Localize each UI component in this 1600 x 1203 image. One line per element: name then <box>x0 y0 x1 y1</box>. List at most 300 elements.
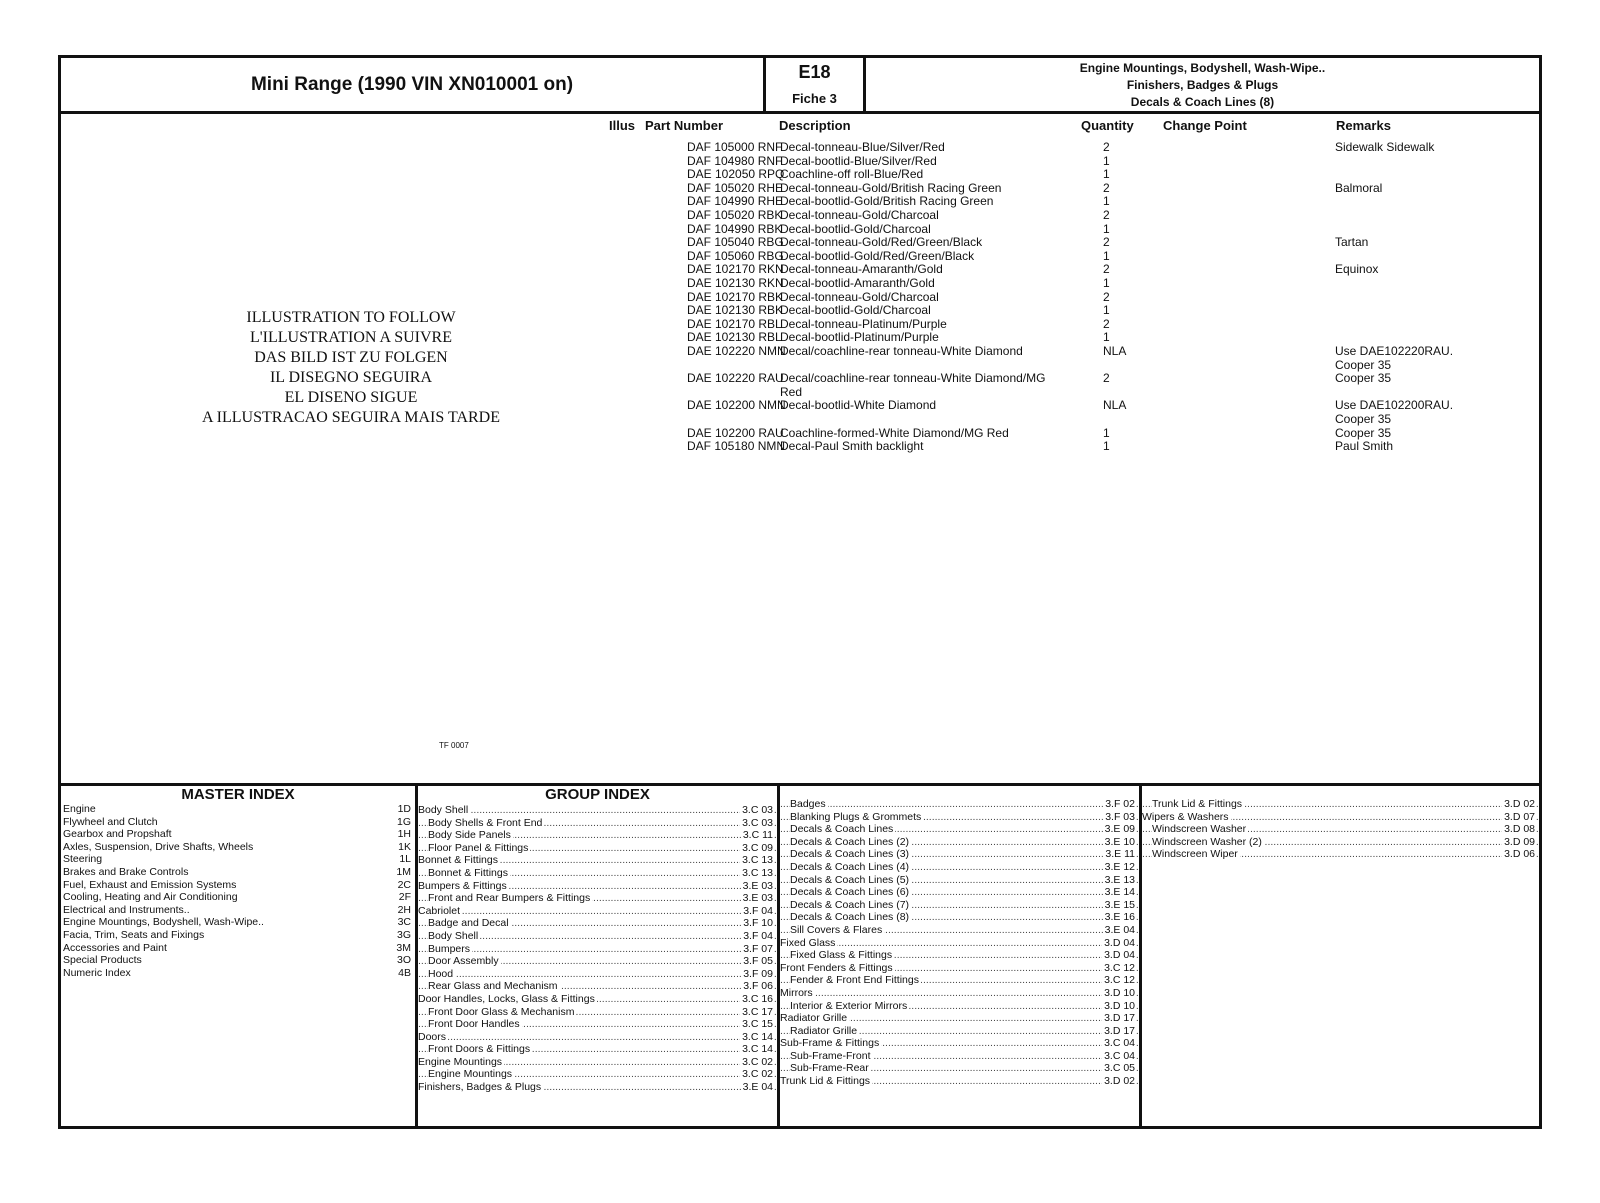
column-header-change-point: Change Point <box>1163 118 1247 133</box>
index-label: ..... Body Shells & Front End <box>428 816 543 829</box>
index-label: ..... Decals & Coach Lines (3) <box>790 848 910 861</box>
index-label: ..... Front Doors & Fittings <box>428 1043 531 1056</box>
part-description: Decal-tonneau-Platinum/Purple <box>780 316 947 331</box>
index-entry <box>63 929 415 942</box>
index-entry <box>63 879 415 892</box>
index-entry <box>780 1037 1139 1050</box>
part-description: Decal-bootlid-Blue/Silver/Red <box>780 153 937 168</box>
page-title: Mini Range (1990 VIN XN010001 on) <box>61 58 766 114</box>
index-entry <box>418 905 777 918</box>
index-ref: 3.F 06 <box>743 980 773 993</box>
index-label: ..... Bumpers & Fittings <box>418 879 507 892</box>
part-quantity: 2 <box>1103 262 1110 277</box>
index-label: ..... Body Shell <box>418 804 469 816</box>
index-ref: 3.C 05 <box>1104 1062 1135 1075</box>
index-ref: 3G <box>396 928 411 941</box>
part-number: DAE 102170 RKN <box>687 262 784 277</box>
part-row <box>645 290 1535 304</box>
index-label: ..... Body Side Panels <box>428 829 511 842</box>
index-label: ..... Front and Rear Bumpers & Fittings <box>428 892 591 905</box>
index-label: ..... Doors <box>418 1030 447 1043</box>
part-row <box>645 262 1535 276</box>
part-number: DAE 102220 NMN <box>687 344 786 358</box>
part-description: Decal-tonneau-Gold/British Racing Green <box>780 180 1002 195</box>
group-index-col3 <box>1142 786 1539 1126</box>
index-entry <box>1142 836 1539 849</box>
index-entry <box>780 899 1139 912</box>
index-ref: 3.E 03 <box>742 879 773 892</box>
part-description: Decal-tonneau-Gold/Red/Green/Black <box>780 235 983 250</box>
index-label: ..... Finishers, Badges & Plugs <box>418 1081 542 1094</box>
part-description: Decal-bootlid-Gold/Red/Green/Black <box>780 248 975 263</box>
index-label: ..... Cabriolet <box>418 904 461 917</box>
index-ref: 3.C 15 <box>742 1018 773 1031</box>
index-ref: 3.F 02 <box>1105 798 1135 810</box>
index-label: ..... Interior & Exterior Mirrors <box>790 999 908 1012</box>
part-number: DAF 105020 RHE <box>687 180 784 195</box>
part-description: Decal-Paul Smith backlight <box>780 439 924 454</box>
part-row <box>645 154 1535 168</box>
index-ref: 3.C 16 <box>742 992 773 1005</box>
part-description: Coachline-off roll-Blue/Red <box>780 167 924 182</box>
index-ref: 3.E 16 <box>1104 911 1135 924</box>
master-index-title: MASTER INDEX <box>181 786 295 803</box>
index-ref: 3.E 09 <box>1104 823 1135 836</box>
index-ref: 3.C 17 <box>742 1005 773 1018</box>
index-label: Flywheel and Clutch <box>63 815 158 828</box>
index-label: ..... Decals & Coach Lines (7) <box>790 898 910 911</box>
index-entry <box>418 955 777 968</box>
index-panel <box>61 783 1539 1126</box>
part-quantity: 1 <box>1103 167 1110 182</box>
index-entry <box>780 1012 1139 1025</box>
index-entry <box>418 993 777 1006</box>
index-label: ..... Fender & Front End Fittings <box>790 974 919 987</box>
index-entry <box>1142 811 1539 824</box>
index-label: ..... Floor Panel & Fittings <box>428 841 529 854</box>
index-label: ..... Bonnet & Fittings <box>418 854 498 867</box>
part-remarks: Sidewalk Sidewalk <box>1335 140 1435 154</box>
part-remarks: Tartan <box>1335 235 1369 250</box>
index-label: ..... Decals & Coach Lines <box>790 823 894 836</box>
index-label: ..... Decals & Coach Lines (8) <box>790 911 910 924</box>
index-entry <box>418 829 777 842</box>
index-entry <box>418 930 777 943</box>
column-header-part-number: Part Number <box>645 118 724 133</box>
index-ref: 3.F 07 <box>743 942 773 955</box>
index-entry <box>418 892 777 905</box>
index-label: ..... Badge and Decal <box>428 917 509 930</box>
index-label: Brakes and Brake Controls <box>63 865 189 878</box>
index-ref: 3.E 13 <box>1104 873 1135 886</box>
part-row <box>645 140 1535 154</box>
index-label: ..... Sill Covers & Flares <box>790 923 883 936</box>
index-entry <box>780 874 1139 887</box>
part-number: DAE 102130 RBL <box>687 330 782 345</box>
index-label: ..... Fixed Glass & Fittings <box>790 949 893 962</box>
part-row <box>645 385 1535 399</box>
index-label: ..... Trunk Lid & Fittings <box>780 1075 871 1088</box>
part-quantity: NLA <box>1103 398 1127 413</box>
index-ref: 3.C 09 <box>742 841 773 854</box>
part-quantity: 1 <box>1103 330 1110 345</box>
index-entry <box>418 804 777 817</box>
part-remarks: Cooper 35 <box>1335 425 1392 440</box>
illustration-line: ILLUSTRATION TO FOLLOW <box>246 309 456 326</box>
index-entry <box>780 974 1139 987</box>
part-quantity: 2 <box>1103 140 1110 154</box>
index-ref: 3.D 17 <box>1104 1012 1135 1025</box>
part-quantity: 2 <box>1103 235 1110 250</box>
part-description: Decal/coachline-rear tonneau-White Diamond/MG <box>780 371 1046 386</box>
index-entry <box>780 962 1139 975</box>
index-label: ..... Sub-Frame & Fittings <box>780 1037 880 1050</box>
index-entry <box>780 823 1139 836</box>
index-label: ..... Bumpers <box>428 942 471 955</box>
part-description: Decal/coachline-rear tonneau-White Diamond <box>780 344 1023 358</box>
part-remarks: Cooper 35 <box>1335 371 1392 386</box>
part-row <box>645 181 1535 195</box>
index-ref: 3C <box>397 916 411 929</box>
part-remarks: Balmoral <box>1335 180 1383 195</box>
index-entry <box>63 967 415 980</box>
part-number: DAF 105020 RBK <box>687 208 783 222</box>
index-label: ..... Front Fenders & Fittings <box>780 961 893 974</box>
index-entry <box>418 1031 777 1044</box>
index-ref: 3.C 12 <box>1104 961 1135 974</box>
illustration-line: IL DISEGNO SEGUIRA <box>269 369 433 386</box>
part-row <box>645 426 1535 440</box>
section-line: Engine Mountings, Bodyshell, Wash-Wipe.. <box>1079 61 1326 75</box>
part-quantity: 1 <box>1103 248 1110 263</box>
index-label: ..... Engine Mountings <box>418 1055 503 1068</box>
section-line: Finishers, Badges & Plugs <box>1126 78 1279 92</box>
part-remarks: Cooper 35 <box>1335 412 1392 426</box>
index-ref: 3.D 06 <box>1504 848 1535 861</box>
index-ref: 3.E 12 <box>1104 860 1135 873</box>
part-remarks: Paul Smith <box>1335 439 1394 454</box>
group-index-col2 <box>780 786 1142 1126</box>
index-ref: 3.D 04 <box>1104 949 1135 962</box>
part-row <box>645 398 1535 412</box>
part-description: Decal-bootlid-Platinum/Purple <box>780 330 939 345</box>
index-entry <box>780 836 1139 849</box>
group-index-title: GROUP INDEX <box>545 786 650 803</box>
index-label: ..... Front Door Handles <box>428 1018 520 1031</box>
part-number: DAE 102050 RPQ <box>687 167 785 182</box>
index-ref: 1K <box>398 840 411 853</box>
part-quantity: 1 <box>1103 221 1110 236</box>
part-row <box>645 358 1535 372</box>
index-entry <box>780 1000 1139 1013</box>
index-entry <box>418 943 777 956</box>
index-entry <box>780 811 1139 824</box>
illustration-line: A ILLUSTRACAO SEGUIRA MAIS TARDE <box>202 409 500 426</box>
index-ref: 3.D 04 <box>1104 936 1135 949</box>
index-entry <box>63 916 415 929</box>
index-label: Axles, Suspension, Drive Shafts, Wheels <box>63 840 254 853</box>
column-header-remarks: Remarks <box>1336 118 1391 133</box>
index-ref: 3.F 03 <box>1105 810 1135 823</box>
part-description: Decal-bootlid-White Diamond <box>780 398 937 413</box>
index-label: Electrical and Instruments.. <box>63 903 190 916</box>
parts-table <box>609 58 1539 778</box>
index-entry <box>780 987 1139 1000</box>
part-number: DAF 105000 RNF <box>687 140 783 154</box>
index-label: ..... Trunk Lid & Fittings <box>1152 798 1243 810</box>
index-entry <box>780 848 1139 861</box>
column-header-illus: Illus <box>609 118 636 133</box>
part-row <box>645 371 1535 385</box>
index-ref: 3.D 17 <box>1104 1024 1135 1037</box>
index-label: ..... Windscreen Washer (2) <box>1152 835 1262 848</box>
index-entry <box>1142 798 1539 811</box>
index-label: ..... Rear Glass and Mechanism <box>428 980 558 993</box>
index-ref: 3.C 14 <box>742 1043 773 1056</box>
part-number: DAF 105040 RBG <box>687 235 784 250</box>
part-row <box>645 303 1535 317</box>
index-ref: 3.D 09 <box>1504 835 1535 848</box>
index-ref: 4B <box>398 966 411 979</box>
part-row <box>645 276 1535 290</box>
index-ref: 1G <box>396 815 411 828</box>
index-ref: 3.F 04 <box>743 929 773 942</box>
part-number: DAE 102130 RBK <box>687 303 784 318</box>
part-description: Decal-tonneau-Blue/Silver/Red <box>780 140 945 154</box>
index-label: ..... Hood <box>428 967 454 980</box>
index-ref: 3.F 10 <box>743 917 773 930</box>
part-row <box>645 317 1535 331</box>
index-label: Fuel, Exhaust and Emission Systems <box>63 878 237 891</box>
part-row <box>645 439 1535 453</box>
part-description: Decal-bootlid-Gold/Charcoal <box>780 303 931 318</box>
index-label: Gearbox and Propshaft <box>63 828 172 841</box>
index-label: ..... Radiator Grille <box>790 1024 858 1037</box>
index-ref: 3.D 07 <box>1504 810 1535 823</box>
part-row <box>645 194 1535 208</box>
part-row <box>645 222 1535 236</box>
index-label: ..... Windscreen Washer <box>1152 823 1247 836</box>
index-label: ..... Decals & Coach Lines (5) <box>790 873 910 886</box>
part-remarks: Cooper 35 <box>1335 357 1392 372</box>
illustration-line: L'ILLUSTRATION A SUIVRE <box>250 329 452 346</box>
index-label: ..... Engine Mountings <box>428 1068 513 1081</box>
index-ref: 2H <box>397 903 411 916</box>
index-entry <box>418 968 777 981</box>
part-description: Decal-tonneau-Gold/Charcoal <box>780 289 939 304</box>
part-quantity: 1 <box>1103 439 1110 454</box>
index-ref: 3.E 11 <box>1105 848 1135 861</box>
part-number: DAF 104980 RNF <box>687 153 783 168</box>
part-quantity: 1 <box>1103 153 1110 168</box>
part-number: DAE 102130 RKN <box>687 276 784 290</box>
part-row <box>645 412 1535 426</box>
index-ref: 3.E 04 <box>742 1081 773 1094</box>
part-description: Decal-tonneau-Amaranth/Gold <box>780 262 943 277</box>
index-label: Special Products <box>63 954 142 967</box>
index-entry <box>63 942 415 955</box>
part-number: DAE 102200 NMN <box>687 398 786 413</box>
index-entry <box>418 842 777 855</box>
index-ref: 3.F 05 <box>743 955 773 968</box>
part-row <box>645 235 1535 249</box>
part-quantity: NLA <box>1103 344 1127 358</box>
index-ref: 3.C 04 <box>1104 1037 1135 1050</box>
part-remarks: Use DAE102200RAU. <box>1335 398 1454 413</box>
part-quantity: 2 <box>1103 180 1110 195</box>
index-ref: 3.D 02 <box>1104 1075 1135 1088</box>
index-entry <box>63 816 415 829</box>
index-entry <box>780 798 1139 811</box>
part-quantity: 1 <box>1103 276 1110 290</box>
index-entry <box>1142 823 1539 836</box>
master-index <box>61 786 418 1126</box>
index-label: ..... Decals & Coach Lines (2) <box>790 835 910 848</box>
index-entry <box>418 980 777 993</box>
part-number: DAF 105060 RBG <box>687 248 784 263</box>
index-ref: 3.C 02 <box>742 1068 773 1081</box>
part-remarks: Use DAE102220RAU. <box>1335 344 1454 358</box>
index-label: ..... Badges <box>790 798 826 810</box>
index-ref: 1H <box>397 828 411 841</box>
part-row <box>645 208 1535 222</box>
index-entry <box>418 854 777 867</box>
index-entry <box>418 1043 777 1056</box>
index-ref: 2C <box>397 878 411 891</box>
index-entry <box>780 937 1139 950</box>
index-entry <box>418 880 777 893</box>
part-quantity: 1 <box>1103 425 1110 440</box>
index-ref: 1D <box>397 803 411 815</box>
index-entry <box>418 917 777 930</box>
fiche-code: E18 <box>798 62 831 82</box>
part-description: Decal-tonneau-Gold/Charcoal <box>780 208 939 222</box>
part-remarks: Equinox <box>1335 262 1379 277</box>
index-ref: 3.E 14 <box>1104 886 1135 899</box>
index-ref: 3.C 03 <box>742 816 773 829</box>
index-ref: 3.C 13 <box>742 854 773 867</box>
part-number: DAF 105180 NMN <box>687 439 786 454</box>
index-label: ..... Wipers & Washers <box>1142 810 1229 823</box>
index-entry <box>418 1068 777 1081</box>
part-quantity: 2 <box>1103 316 1110 331</box>
index-label: Facia, Trim, Seats and Fixings <box>63 928 205 941</box>
index-ref: 3.E 10 <box>1104 835 1135 848</box>
index-ref: 3.F 09 <box>743 967 773 980</box>
index-entry <box>780 924 1139 937</box>
index-ref: 3.E 04 <box>1104 923 1135 936</box>
index-entry <box>780 949 1139 962</box>
index-ref: 2F <box>398 891 411 904</box>
index-ref: 3.D 08 <box>1504 823 1535 836</box>
index-label: Engine Mountings, Bodyshell, Wash-Wipe.. <box>63 916 264 929</box>
index-entry <box>63 954 415 967</box>
part-number: DAE 102170 RBK <box>687 289 784 304</box>
index-label: ..... Decals & Coach Lines (4) <box>790 860 910 873</box>
index-ref: 3.D 10 <box>1104 986 1135 999</box>
part-number: DAF 104990 RBK <box>687 221 783 236</box>
index-label: ..... Fixed Glass <box>780 936 836 949</box>
column-header-quantity: Quantity <box>1081 118 1134 133</box>
index-label: ..... Radiator Grille <box>780 1012 848 1025</box>
index-label: ..... Windscreen Wiper <box>1152 848 1238 861</box>
index-entry <box>780 886 1139 899</box>
index-entry <box>63 866 415 879</box>
index-entry <box>63 853 415 866</box>
index-label: Accessories and Paint <box>63 941 167 954</box>
index-entry <box>418 1056 777 1069</box>
index-label: Cooling, Heating and Air Conditioning <box>63 891 238 904</box>
part-number: DAE 102170 RBL <box>687 316 782 331</box>
index-ref: 3.E 15 <box>1104 898 1135 911</box>
fiche-label: Fiche 3 <box>792 91 837 106</box>
index-label: ..... Sub-Frame-Front <box>790 1049 871 1062</box>
index-entry <box>418 817 777 830</box>
index-ref: 3.F 04 <box>743 904 773 917</box>
index-label: ..... Bonnet & Fittings <box>428 866 508 879</box>
index-ref: 3.C 11 <box>742 829 773 842</box>
illustration-line: DAS BILD IST ZU FOLGEN <box>254 349 448 366</box>
illustration-placeholder <box>151 308 551 428</box>
part-description: Decal-bootlid-Gold/Charcoal <box>780 221 931 236</box>
column-header-description: Description <box>779 118 851 133</box>
index-ref: 3.D 02 <box>1504 798 1535 810</box>
index-entry <box>63 828 415 841</box>
fiche-frame <box>58 55 1542 1129</box>
part-description: Coachline-formed-White Diamond/MG Red <box>780 425 1009 440</box>
index-label: ..... Sub-Frame-Rear <box>790 1062 869 1075</box>
index-ref: 3.C 13 <box>742 866 773 879</box>
part-quantity: 1 <box>1103 303 1110 318</box>
index-entry <box>63 841 415 854</box>
part-quantity: 2 <box>1103 289 1110 304</box>
part-description: Decal-bootlid-Amaranth/Gold <box>780 276 935 290</box>
part-row <box>645 249 1535 263</box>
index-label: ..... Front Door Glass & Mechanism <box>428 1005 575 1018</box>
part-number: DAE 102220 RAU <box>687 371 784 386</box>
index-ref: 3O <box>396 954 411 967</box>
illustration-code: TF 0007 <box>439 741 469 750</box>
part-description: Red <box>780 384 803 399</box>
part-description: Decal-bootlid-Gold/British Racing Green <box>780 194 994 209</box>
index-entry <box>780 911 1139 924</box>
index-label: ..... Body Shell <box>428 929 479 942</box>
index-ref: 3.C 02 <box>742 1055 773 1068</box>
index-entry <box>1142 848 1539 861</box>
index-entry <box>418 1081 777 1094</box>
index-label: Numeric Index <box>63 966 131 979</box>
part-row <box>645 167 1535 181</box>
part-quantity: 1 <box>1103 194 1110 209</box>
index-entry <box>418 867 777 880</box>
index-ref: 1M <box>396 865 411 878</box>
index-label: ..... Decals & Coach Lines (6) <box>790 886 910 899</box>
part-quantity: 2 <box>1103 371 1110 386</box>
index-entry <box>780 1050 1139 1063</box>
index-entry <box>780 1075 1139 1088</box>
part-row <box>645 330 1535 344</box>
index-ref: 3.C 12 <box>1104 974 1135 987</box>
index-entry <box>780 1025 1139 1038</box>
index-label: ..... Door Handles, Locks, Glass & Fittings <box>418 992 595 1005</box>
part-row <box>645 344 1535 358</box>
index-label: ..... Blanking Plugs & Grommets <box>790 810 922 823</box>
index-entry <box>418 1018 777 1031</box>
part-number: DAE 102200 RAU <box>687 425 784 440</box>
index-ref: 3M <box>396 941 411 954</box>
index-entry <box>63 891 415 904</box>
index-label: Steering <box>63 853 103 866</box>
